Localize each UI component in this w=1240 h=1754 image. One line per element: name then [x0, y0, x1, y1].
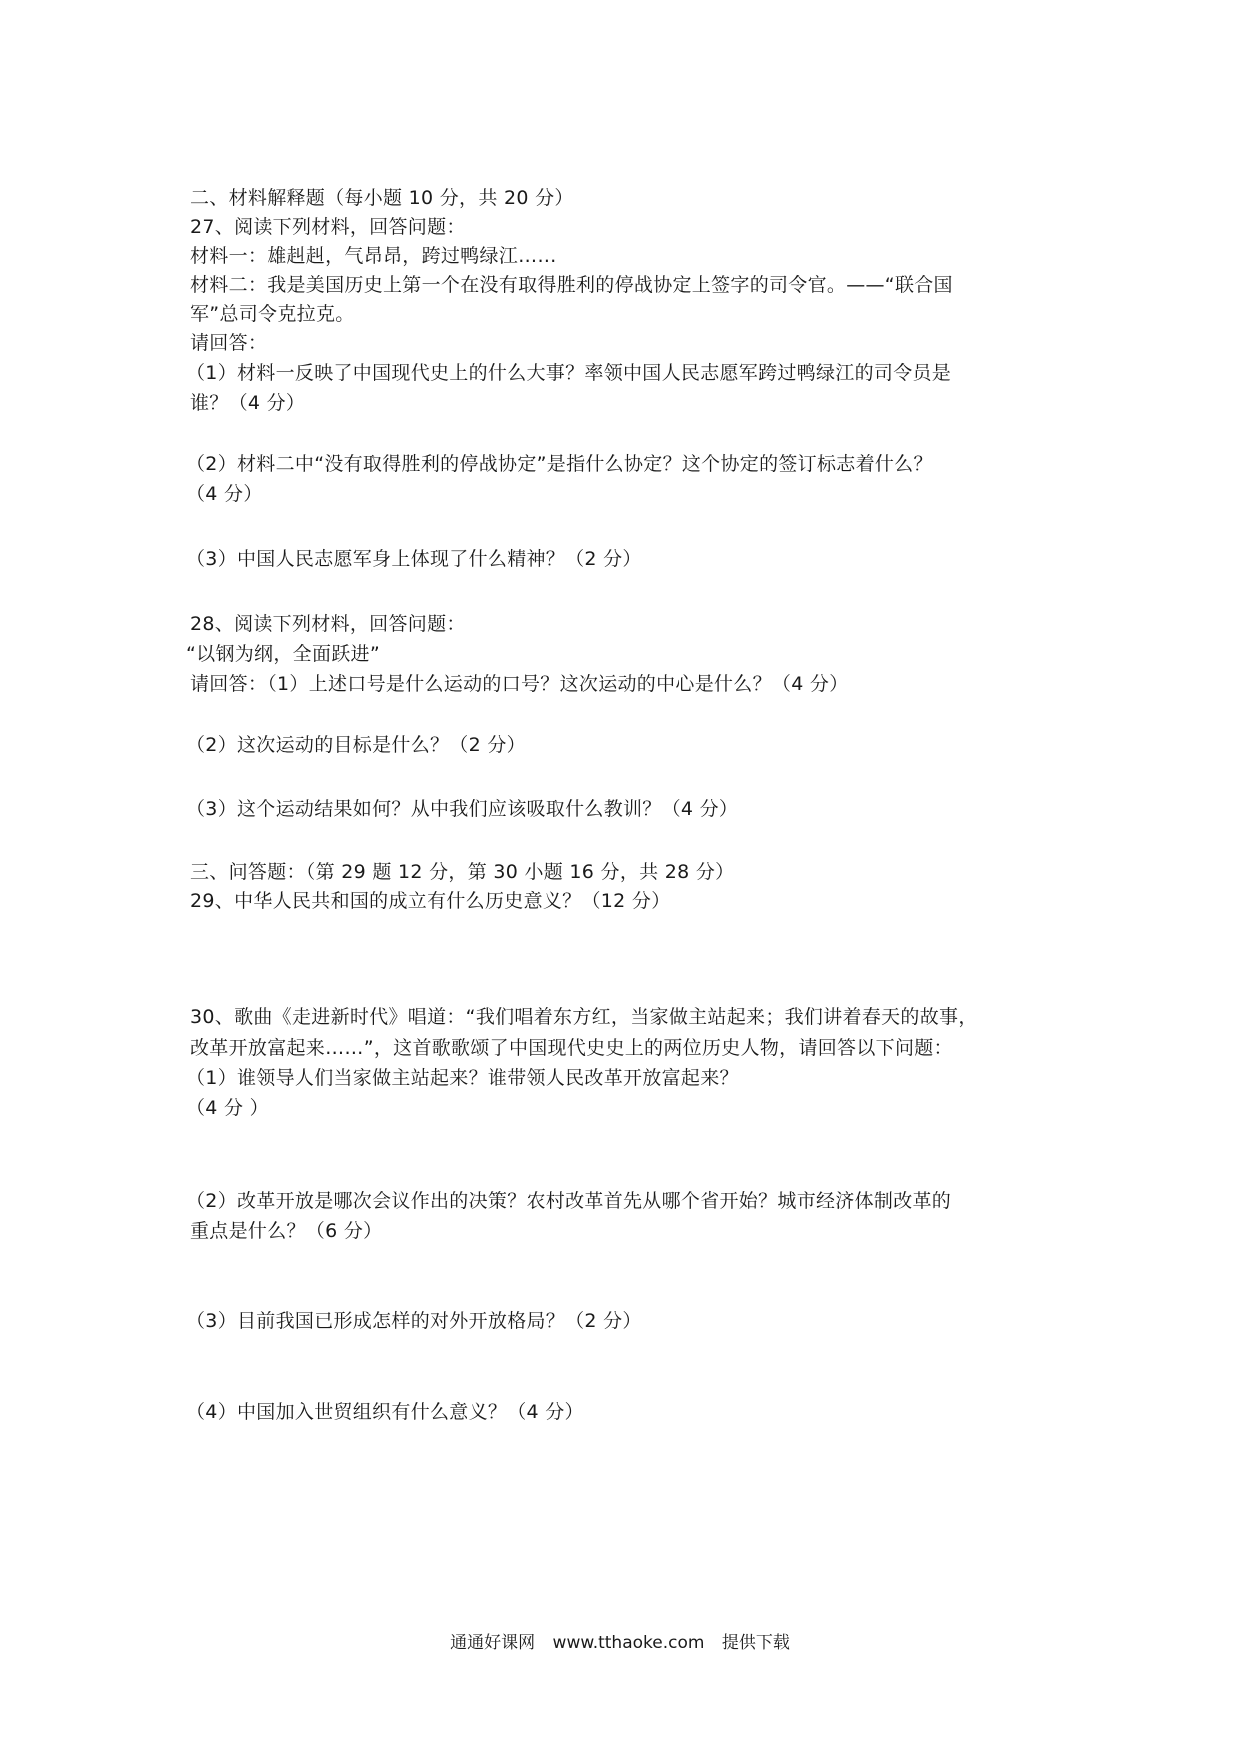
q28-intro: 28、阅读下列材料，回答问题：: [190, 613, 466, 635]
q27-sub3: （3）中国人民志愿军身上体现了什么精神？（2 分）: [186, 548, 642, 570]
section2-heading: 二、材料解释题（每小题 10 分，共 20 分）: [190, 187, 574, 209]
footer-suffix: 提供下载: [721, 1633, 790, 1653]
q30-intro-line1: 30、歌曲《走进新时代》唱道：“我们唱着东方红，当家做主站起来；我们讲着春天的故事，: [190, 1006, 978, 1028]
q28-sub2: （2）这次运动的目标是什么？（2 分）: [186, 734, 526, 756]
q27-sub1-line2: 谁？（4 分）: [190, 392, 306, 414]
q30-sub1-line1: （1）谁领导人们当家做主站起来？谁带领人民改革开放富起来？: [186, 1067, 739, 1089]
q28-sub1: 请回答：（1）上述口号是什么运动的口号？这次运动的中心是什么？（4 分）: [190, 673, 849, 695]
section3-heading: 三、问答题：（第 29 题 12 分，第 30 小题 16 分，共 28 分）: [190, 861, 735, 883]
q27-prompt: 请回答：: [190, 332, 268, 354]
q29: 29、中华人民共和国的成立有什么历史意义？（12 分）: [190, 890, 671, 912]
footer-url[interactable]: www.tthaoke.com: [552, 1633, 705, 1653]
q27-sub2-line1: （2）材料二中“没有取得胜利的停战协定”是指什么协定？这个协定的签订标志着什么？: [186, 453, 933, 475]
q28-sub3: （3）这个运动结果如何？从中我们应该吸取什么教训？（4 分）: [186, 798, 739, 820]
q30-sub1-line2: （4 分 ）: [186, 1097, 269, 1119]
q30-sub4: （4）中国加入世贸组织有什么意义？（4 分）: [186, 1401, 584, 1423]
q28-material: “以钢为纲，全面跃进”: [186, 643, 380, 665]
q27-material2-line2: 军”总司令克拉克。: [190, 303, 355, 325]
q30-sub3: （3）目前我国已形成怎样的对外开放格局？（2 分）: [186, 1310, 642, 1332]
q27-sub1-line1: （1）材料一反映了中国现代史上的什么大事？率领中国人民志愿军跨过鸭绿江的司令员是: [186, 362, 952, 384]
q27-intro: 27、阅读下列材料，回答问题：: [190, 216, 466, 238]
q27-sub2-line2: （4 分）: [186, 483, 263, 505]
footer-site-name: 通通好课网: [450, 1633, 536, 1653]
q30-sub2-line2: 重点是什么？（6 分）: [190, 1220, 383, 1242]
q30-sub2-line1: （2）改革开放是哪次会议作出的决策？农村改革首先从哪个省开始？城市经济体制改革的: [186, 1190, 952, 1212]
page-footer: [0, 1630, 1240, 1656]
q27-material1: 材料一：雄赳赳，气昂昂，跨过鸭绿江……: [190, 245, 557, 267]
q30-intro-line2: 改革开放富起来……”，这首歌歌颂了中国现代史史上的两位历史人物，请回答以下问题：: [190, 1037, 953, 1059]
q27-material2-line1: 材料二：我是美国历史上第一个在没有取得胜利的停战协定上签字的司令官。——“联合国: [190, 274, 953, 296]
